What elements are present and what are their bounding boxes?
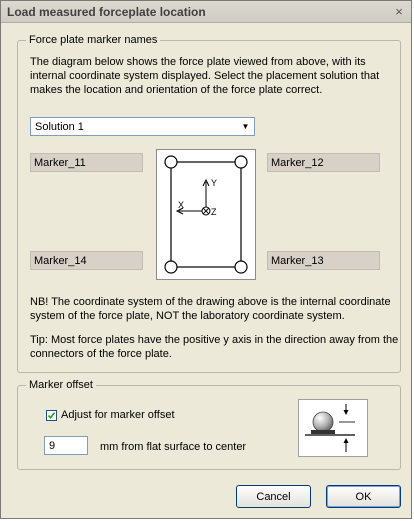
- force-plate-diagram: [156, 149, 256, 280]
- marker-names-group: [17, 34, 401, 373]
- z-axis-label: Z: [211, 207, 217, 217]
- cancel-button[interactable]: [236, 485, 311, 508]
- offset-value-input[interactable]: [44, 436, 88, 455]
- diagram-description: The diagram below shows the force plate viewed from above, with its internal coordinate system displayed. Select the placement solution that makes the location and orientation of the force plate correct.: [30, 56, 380, 96]
- tip-note: Tip: Most force plates have the positive y axis in the direction away from the connectors of the force plate.: [30, 334, 399, 360]
- solution-selected: Solution 1: [35, 121, 84, 133]
- ok-button[interactable]: [326, 485, 401, 508]
- corner-marker-top-right: [235, 156, 247, 168]
- force-plate-drawing: [157, 150, 255, 279]
- checkmark-icon: [47, 411, 56, 420]
- marker-top-right-field[interactable]: [267, 153, 380, 172]
- marker-bottom-right-field[interactable]: [267, 251, 380, 270]
- marker-bottom-right-label: Marker_13: [271, 255, 324, 267]
- marker-offset-group: [17, 379, 401, 470]
- adjust-offset-label[interactable]: Adjust for marker offset: [61, 409, 175, 421]
- adjust-offset-checkbox[interactable]: [46, 410, 57, 421]
- close-button[interactable]: ×: [395, 4, 403, 19]
- ok-button-label: OK: [355, 490, 372, 503]
- title-bar[interactable]: [1, 1, 411, 23]
- offset-arrow-down: [344, 410, 349, 415]
- cancel-button-label: Cancel: [256, 490, 291, 503]
- chevron-down-icon[interactable]: ▼: [241, 122, 250, 131]
- marker-offset-diagram: [298, 399, 368, 457]
- corner-marker-top-left: [165, 156, 177, 168]
- marker-base: [311, 430, 335, 434]
- solution-dropdown[interactable]: [30, 117, 255, 136]
- marker-top-left-label: Marker_11: [34, 157, 86, 169]
- marker-names-legend: Force plate marker names: [26, 34, 160, 46]
- marker-top-right-label: Marker_12: [271, 157, 324, 169]
- x-axis-label: X: [178, 200, 185, 210]
- marker-top-left-field[interactable]: [30, 153, 143, 172]
- corner-marker-bottom-left: [165, 261, 177, 273]
- marker-on-surface-icon: [299, 400, 367, 456]
- marker-bottom-left-field[interactable]: [30, 251, 143, 270]
- offset-unit-label: mm from flat surface to center: [100, 441, 247, 453]
- marker-bottom-left-label: Marker_14: [34, 255, 87, 267]
- window-title: Load measured forceplate location: [7, 5, 206, 19]
- coordinate-note: NB! The coordinate system of the drawing above is the internal coordinate system of the force plate, NOT the laboratory coordinate system.: [30, 296, 391, 322]
- y-axis-label: Y: [211, 178, 218, 188]
- marker-offset-legend: Marker offset: [26, 379, 96, 391]
- marker-ball: [313, 412, 333, 432]
- offset-arrow-up: [344, 438, 349, 443]
- corner-marker-bottom-right: [235, 261, 247, 273]
